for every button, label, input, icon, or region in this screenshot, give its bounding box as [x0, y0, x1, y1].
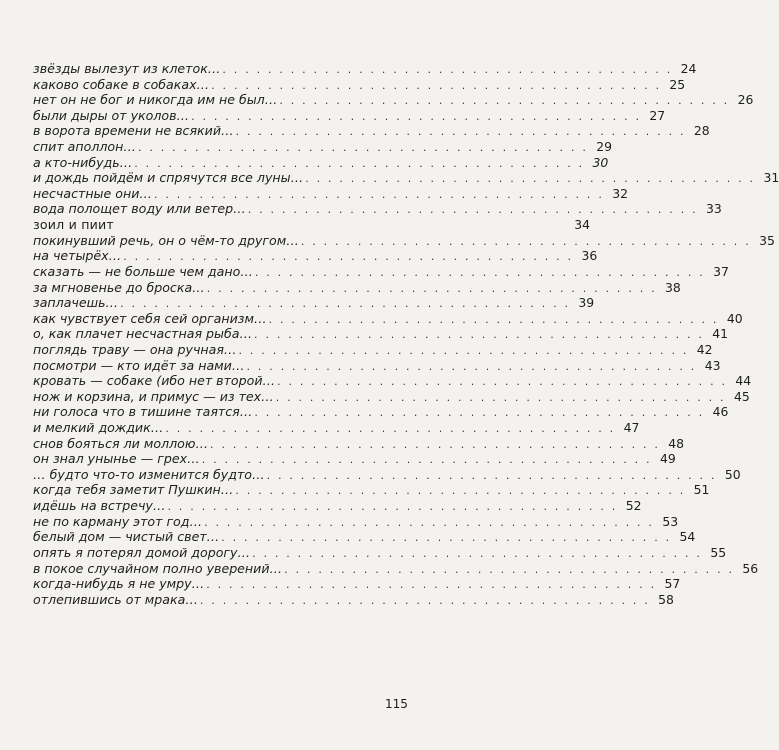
toc-entry-title: в ворота времени не всякий…	[33, 123, 234, 139]
toc-entry-title: посмотри — кто идёт за нами…	[33, 357, 245, 373]
toc-entry-page: 44	[735, 373, 752, 389]
toc-entry	[33, 295, 595, 311]
dot-leader: . . . . . . . . . . . . . . . . . . . . . . . . . . . . . . . . . . . . . . . .	[221, 531, 672, 545]
toc-entry	[33, 544, 727, 561]
dot-leader: . . . . . . . . . . . . . . . . . . . . . . . . . . . . . . . . . . . . . . . .	[120, 297, 571, 311]
dot-leader: . . . . . . . . . . . . . . . . . . . . . . . . . . . . . . . . . . . . . . . .	[199, 593, 650, 607]
toc-entry	[33, 123, 710, 139]
dot-leader: . . . . . . . . . . . . . . . . . . . . . . . . . . . . . . . . . . . . . . . .	[268, 312, 719, 326]
toc-entry-page: 52	[625, 498, 642, 514]
toc-entry-title: опять я потерял домой дорогу…	[33, 544, 251, 560]
toc-entry-title: поглядь траву — она ручная…	[33, 341, 237, 357]
toc-entry-page: 31	[763, 170, 779, 186]
toc-entry	[33, 170, 779, 186]
toc-entry-page: 32	[612, 185, 629, 201]
toc-entry-page: 47	[623, 420, 640, 436]
toc-entry-page: 33	[706, 201, 722, 217]
toc-entry-title: спит аполлон…	[33, 139, 136, 155]
toc-entry	[33, 513, 679, 530]
toc-entry-title: и дождь пойдём и спрячутся все луны…	[33, 170, 304, 186]
toc-entry-title: а кто-нибудь…	[33, 154, 133, 170]
toc-entry-title: кровать — собаке (ибо нет второй…	[33, 373, 276, 389]
dot-leader: . . . . . . . . . . . . . . . . . . . . . . . . . . . . . . . . . . . . . . . .	[252, 546, 703, 560]
dot-leader: . . . . . . . . . . . . . . . . . . . . . . . . . . . . . . . . . . . . . . . .	[123, 250, 574, 264]
toc-entry	[33, 420, 640, 436]
toc-entry-page: 50	[724, 466, 741, 482]
toc-entry-title: нет он не бог и никогда им не был…	[33, 92, 278, 108]
toc-entry-page: 28	[693, 123, 710, 139]
toc-entry	[33, 560, 759, 577]
dot-leader: . . . . . . . . . . . . . . . . . . . . . . . . . . . . . . . . . . . . . . . .	[246, 359, 697, 373]
toc-entry-title: вода полощет воду или ветер…	[33, 201, 246, 217]
toc-entry-title: нож и корзина, и примус — из тех…	[33, 388, 274, 404]
toc-entry-page: 51	[693, 482, 710, 498]
toc-entry-title: он знал унынье — грех…	[33, 451, 200, 467]
toc-entry-title: когда-нибудь я не умру…	[33, 576, 205, 592]
toc-entry-page: 53	[662, 513, 679, 529]
dot-leader: . . . . . . . . . . . . . . . . . . . . . . . . . . . . . . . . . . . . . . . .	[235, 484, 686, 498]
toc-entry	[33, 248, 598, 264]
toc-entry	[33, 279, 681, 296]
toc-entry-title: каково собаке в собаках…	[33, 76, 210, 92]
toc-entry-page: 54	[679, 529, 696, 545]
dot-leader: . . . . . . . . . . . . . . . . . . . . . . . . . . . . . . . . . . . . . . . .	[191, 109, 642, 123]
dot-leader: . . . . . . . . . . . . . . . . . . . . . . . . . . . . . . . . . . . . . . . .	[204, 515, 655, 529]
toc-entry	[33, 373, 752, 389]
toc-entry	[33, 139, 613, 155]
toc-entry-page: 37	[713, 263, 729, 279]
toc-entry-title: заплачешь…	[33, 295, 119, 311]
toc-entry-title: в покое случайном полно уверений…	[33, 560, 283, 576]
toc-entry-page: 46	[712, 404, 729, 420]
toc-entry	[33, 310, 743, 327]
toc-entry	[33, 92, 754, 108]
toc-entry-page: 39	[578, 295, 595, 311]
toc-entry	[33, 482, 710, 498]
toc-entry-page: 49	[659, 451, 676, 467]
toc-entry	[33, 107, 666, 124]
toc-entry	[33, 388, 750, 405]
toc-entry-page: 35	[759, 232, 775, 248]
dot-leader: . . . . . . . . . . . . . . . . . . . . . . . . . . . . . . . . . . . . . . . .	[284, 562, 735, 576]
toc-entry	[33, 357, 721, 374]
toc-entry-title: и мелкий дождик…	[33, 420, 164, 436]
page-number: 115	[385, 697, 408, 711]
table-of-contents	[33, 61, 779, 607]
dot-leader: . . . . . . . . . . . . . . . . . . . . . . . . . . . . . . . . . . . . . . . .	[300, 234, 751, 248]
toc-entry	[33, 498, 642, 514]
toc-entry-page: 36	[581, 248, 598, 264]
dot-leader: . . . . . . . . . . . . . . . . . . . . . . . . . . . . . . . . . . . . . . . .	[153, 187, 605, 201]
toc-entry-page: 55	[710, 544, 727, 560]
toc-entry-page: 45	[733, 388, 750, 404]
toc-entry	[33, 451, 676, 467]
dot-leader: . . . . . . . . . . . . . . . . . . . . . . . . . . . . . . . . . . . . . . . .	[238, 343, 689, 357]
toc-entry-title: на четырёх…	[33, 248, 122, 264]
toc-entry-page: 24	[680, 61, 697, 76]
toc-entry-title: сказать — не больше чем дано…	[33, 263, 253, 279]
toc-entry-title: как чувствует себя сей организм…	[33, 310, 267, 326]
toc-entry-page: 27	[649, 107, 666, 123]
toc-entry-title: белый дом — чистый свет…	[33, 529, 220, 545]
dot-leader: . . . . . . . . . . . . . . . . . . . . . . . . . . . . . . . . . . . . . . . .	[235, 125, 686, 139]
toc-entry-title: идёшь на встречу…	[33, 498, 166, 514]
toc-entry-title: за мгновенье до броска…	[33, 279, 205, 295]
toc-entry	[33, 466, 741, 483]
dot-leader: . . . . . . . . . . . . . . . . . . . . . . . . . . . . . . . . . . . . . . . .	[305, 172, 756, 186]
toc-entry	[33, 217, 590, 233]
dot-leader: . . . . . . . . . . . . . . . . . . . . . . . . . . . . . . . . . . . . . . . .	[206, 578, 657, 592]
toc-entry-page: 48	[668, 435, 685, 451]
toc-entry-title: отлепившись от мрака…	[33, 591, 198, 607]
dot-leader: . . . . . . . . . . . . . . . . . . . . . . . . . . . . . . . . . . . . . . . .	[134, 156, 585, 170]
dot-leader: . . . . . . . . . . . . . . . . . . . . . . . . . . . . . . . . . . . . . . . .	[277, 375, 728, 389]
toc-entry	[33, 61, 697, 77]
dot-leader: . . . . . . . . . . . . . . . . . . . . . . . . . . . . . . . . . . . . . . . .	[254, 406, 705, 420]
toc-entry-title: звёзды вылезут из клеток…	[33, 61, 221, 76]
toc-entry-title: несчастные они…	[33, 185, 152, 201]
dot-leader: . . . . . . . . . . . . . . . . . . . . . . . . . . . . . . . . . . . . . . . .	[211, 78, 662, 92]
toc-entry-title: о, как плачет несчастная рыба…	[33, 326, 253, 342]
toc-entry-page: 41	[712, 326, 729, 342]
toc-entry-page: 40	[726, 310, 743, 326]
toc-entry-title: … будто что-то изменится будто…	[33, 466, 265, 482]
toc-entry	[33, 591, 674, 608]
toc-entry-page: 42	[696, 341, 713, 357]
toc-entry-page: 34	[574, 217, 590, 233]
toc-entry-title: когда тебя заметит Пушкин…	[33, 482, 234, 498]
dot-leader: . . . . . . . . . . . . . . . . . . . . . . . . . . . . . . . . . . . . . . . .	[266, 468, 717, 482]
toc-entry	[33, 404, 729, 420]
dot-leader: . . . . . . . . . . . . . . . . . . . . . . . . . . . . . . . . . . . . . . . .	[279, 94, 730, 108]
toc-entry-page: 30	[592, 154, 609, 170]
dot-leader: . . . . . . . . . . . . . . . . . . . . . . . . . . . . . . . . . . . . . . . .	[222, 63, 673, 76]
dot-leader: . . . . . . . . . . . . . . . . . . . . . . . . . . . . . . . . . . . . . . . .	[137, 141, 589, 155]
toc-entry-page: 25	[669, 76, 686, 92]
toc-entry-page: 26	[737, 92, 754, 108]
toc-entry-title: не по карману этот год…	[33, 513, 203, 529]
toc-entry	[33, 263, 729, 280]
toc-entry-title: ни голоса что в тишине таятся…	[33, 404, 253, 420]
toc-entry	[33, 232, 775, 249]
toc-entry	[33, 76, 686, 93]
toc-entry	[33, 185, 629, 202]
dot-leader: . . . . . . . . . . . . . . . . . . . . . . . . . . . . . . . . . . . . . . . .	[201, 453, 652, 467]
toc-entry	[33, 341, 713, 358]
toc-entry-page: 58	[658, 591, 674, 607]
dot-leader: . . . . . . . . . . . . . . . . . . . . . . . . . . . . . . . . . . . . . . . .	[206, 281, 657, 295]
toc-entry	[33, 154, 609, 171]
toc-entry-title: покинувший речь, он о чём-то другом…	[33, 232, 299, 248]
dot-leader: . . . . . . . . . . . . . . . . . . . . . . . . . . . . . . . . . . . . . . . .	[254, 265, 705, 279]
dot-leader: . . . . . . . . . . . . . . . . . . . . . . . . . . . . . . . . . . . . . . . .	[165, 422, 616, 436]
toc-entry-title: были дыры от уколов…	[33, 107, 190, 123]
dot-leader: . . . . . . . . . . . . . . . . . . . . . . . . . . . . . . . . . . . . . . . .	[210, 437, 661, 451]
dot-leader: . . . . . . . . . . . . . . . . . . . . . . . . . . . . . . . . . . . . . . . .	[275, 390, 726, 404]
toc-entry-page: 56	[742, 560, 759, 576]
toc-entry	[33, 576, 681, 592]
toc-entry-page: 29	[596, 139, 613, 155]
dot-leader: . . . . . . . . . . . . . . . . . . . . . . . . . . . . . . . . . . . . . . . .	[247, 203, 698, 217]
toc-entry-title: снов бояться ли моллою…	[33, 435, 209, 451]
toc-entry-title: зоил и пиит	[33, 217, 114, 233]
toc-entry-page: 57	[664, 576, 681, 592]
toc-entry	[33, 529, 696, 545]
toc-entry	[33, 201, 722, 217]
dot-leader: . . . . . . . . . . . . . . . . . . . . . . . . . . . . . . . . . . . . . . . .	[254, 328, 705, 342]
toc-entry	[33, 435, 685, 452]
dot-leader: . . . . . . . . . . . . . . . . . . . . . . . . . . . . . . . . . . . . . . . .	[167, 500, 618, 514]
toc-entry	[33, 326, 729, 342]
toc-entry-page: 43	[704, 357, 721, 373]
toc-entry-page: 38	[665, 279, 681, 295]
